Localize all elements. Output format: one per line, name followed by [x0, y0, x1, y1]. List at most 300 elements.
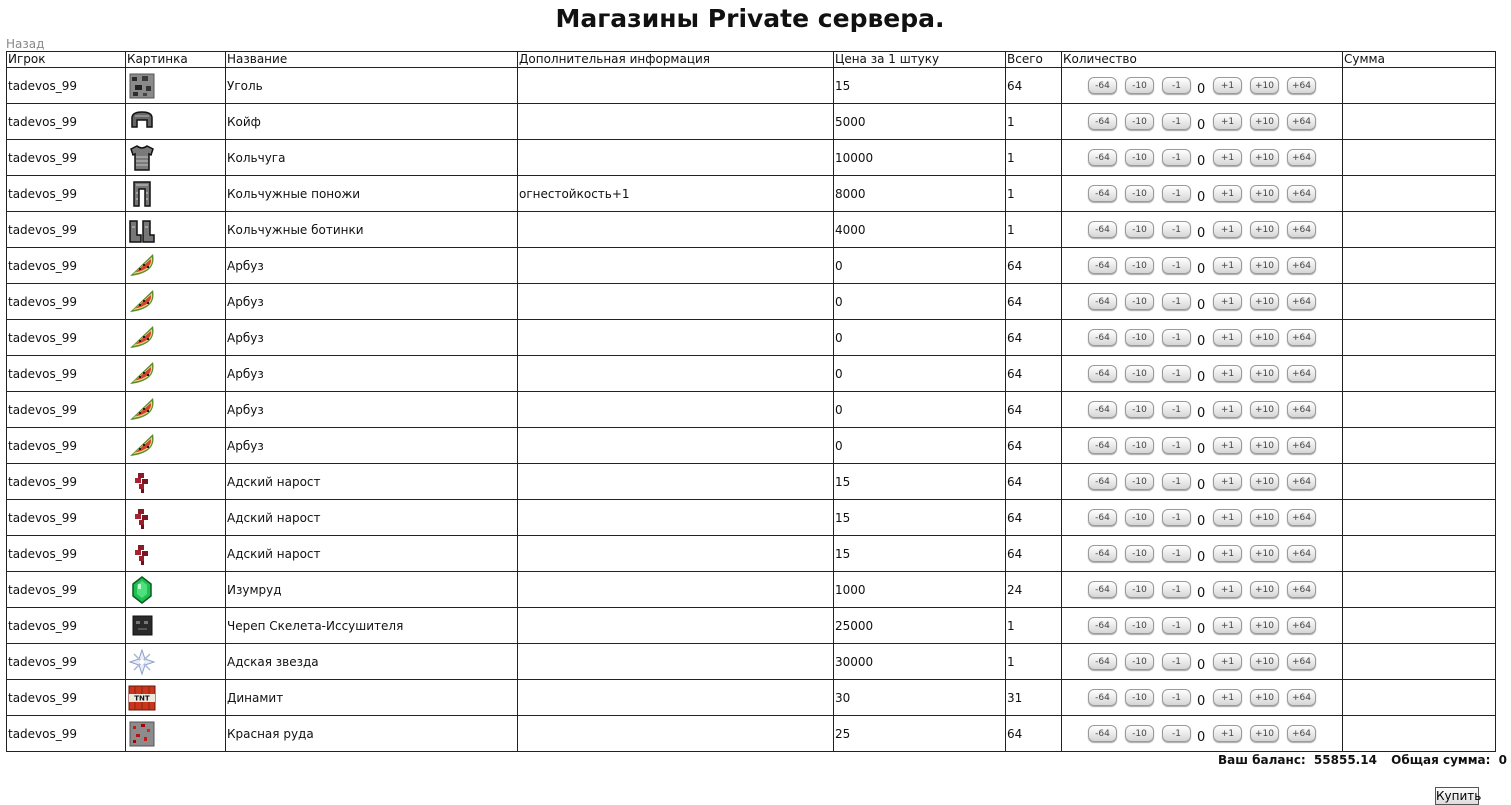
- qty-minus-10-button[interactable]: -10: [1125, 725, 1154, 742]
- qty-minus-1-button[interactable]: -1: [1162, 617, 1191, 634]
- qty-minus-64-button[interactable]: -64: [1088, 689, 1117, 706]
- total-cell: 1: [1006, 608, 1062, 644]
- table-row: [7, 248, 1496, 284]
- qty-plus-1-button[interactable]: +1: [1213, 329, 1242, 346]
- qty-minus-10-button[interactable]: -10: [1125, 617, 1154, 634]
- player-cell: tadevos_99: [7, 716, 126, 752]
- qty-minus-64-button[interactable]: -64: [1088, 221, 1117, 238]
- qty-plus-10-button[interactable]: +10: [1250, 77, 1279, 94]
- qty-plus-1-button[interactable]: +1: [1213, 293, 1242, 310]
- sum-cell: [1343, 572, 1496, 608]
- qty-minus-64-button[interactable]: -64: [1088, 581, 1117, 598]
- qty-plus-10-button[interactable]: +10: [1250, 545, 1279, 562]
- qty-minus-64-button[interactable]: -64: [1088, 725, 1117, 742]
- item-name-cell: Адский нарост: [226, 536, 518, 572]
- melon-slice-icon: [127, 287, 224, 317]
- player-cell: tadevos_99: [7, 572, 126, 608]
- qty-plus-64-button[interactable]: +64: [1287, 149, 1316, 166]
- quantity-value: 0: [1197, 154, 1206, 169]
- qty-plus-64-button[interactable]: +64: [1287, 437, 1316, 454]
- nether-star-icon: [127, 647, 224, 677]
- qty-minus-10-button[interactable]: -10: [1125, 293, 1154, 310]
- nether-wart-icon: [127, 467, 224, 497]
- quantity-value: 0: [1197, 550, 1206, 565]
- quantity-value: 0: [1197, 190, 1206, 205]
- qty-plus-64-button[interactable]: +64: [1287, 329, 1316, 346]
- qty-plus-64-button[interactable]: +64: [1287, 545, 1316, 562]
- table-header-row: [7, 52, 1496, 68]
- qty-minus-1-button[interactable]: -1: [1162, 113, 1191, 130]
- qty-plus-1-button[interactable]: +1: [1213, 581, 1242, 598]
- quantity-controls: [1088, 506, 1341, 529]
- qty-plus-10-button[interactable]: +10: [1250, 365, 1279, 382]
- qty-plus-1-button[interactable]: +1: [1213, 149, 1242, 166]
- quantity-cell: [1062, 464, 1343, 500]
- qty-minus-10-button[interactable]: -10: [1125, 581, 1154, 598]
- player-cell: tadevos_99: [7, 392, 126, 428]
- qty-minus-1-button[interactable]: -1: [1162, 293, 1191, 310]
- item-name-cell: Койф: [226, 104, 518, 140]
- qty-plus-64-button[interactable]: +64: [1287, 257, 1316, 274]
- player-cell: tadevos_99: [7, 464, 126, 500]
- qty-minus-10-button[interactable]: -10: [1125, 653, 1154, 670]
- price-cell: 25000: [834, 608, 1006, 644]
- item-name-cell: Арбуз: [226, 320, 518, 356]
- table-row: [7, 356, 1496, 392]
- sum-cell: [1343, 176, 1496, 212]
- qty-minus-64-button[interactable]: -64: [1088, 365, 1117, 382]
- wither-skull-icon: [127, 611, 224, 641]
- item-name-cell: Адский нарост: [226, 500, 518, 536]
- info-cell: [518, 572, 834, 608]
- qty-plus-10-button[interactable]: +10: [1250, 257, 1279, 274]
- price-cell: 15: [834, 464, 1006, 500]
- item-name-cell: Череп Скелета-Иссушителя: [226, 608, 518, 644]
- total-cell: 1: [1006, 644, 1062, 680]
- column-header-player: Игрок: [7, 52, 126, 68]
- info-cell: [518, 644, 834, 680]
- item-name-cell: Кольчуга: [226, 140, 518, 176]
- qty-plus-64-button[interactable]: +64: [1287, 401, 1316, 418]
- sum-cell: [1343, 68, 1496, 104]
- table-row: [7, 428, 1496, 464]
- sum-cell: [1343, 104, 1496, 140]
- chain-helmet-icon: [127, 107, 224, 137]
- picture-cell: [126, 356, 226, 392]
- total-cell: 31: [1006, 680, 1062, 716]
- item-name-cell: Арбуз: [226, 248, 518, 284]
- quantity-cell: [1062, 356, 1343, 392]
- table-row: [7, 392, 1496, 428]
- quantity-cell: [1062, 284, 1343, 320]
- total-value: 0: [1498, 753, 1507, 767]
- picture-cell: [126, 248, 226, 284]
- info-cell: [518, 104, 834, 140]
- column-header-picture: Картинка: [126, 52, 226, 68]
- table-row: [7, 212, 1496, 248]
- qty-minus-10-button[interactable]: -10: [1125, 509, 1154, 526]
- qty-plus-1-button[interactable]: +1: [1213, 509, 1242, 526]
- info-cell: [518, 140, 834, 176]
- total-cell: 64: [1006, 320, 1062, 356]
- qty-plus-64-button[interactable]: +64: [1287, 581, 1316, 598]
- table-row: [7, 176, 1496, 212]
- total-cell: 64: [1006, 536, 1062, 572]
- picture-cell: [126, 68, 226, 104]
- quantity-value: 0: [1197, 694, 1206, 709]
- quantity-controls: [1088, 578, 1341, 601]
- table-row: [7, 536, 1496, 572]
- quantity-value: 0: [1197, 334, 1206, 349]
- qty-minus-1-button[interactable]: -1: [1162, 221, 1191, 238]
- player-cell: tadevos_99: [7, 608, 126, 644]
- qty-minus-64-button[interactable]: -64: [1088, 257, 1117, 274]
- item-name-cell: Адский нарост: [226, 464, 518, 500]
- qty-minus-64-button[interactable]: -64: [1088, 437, 1117, 454]
- qty-plus-1-button[interactable]: +1: [1213, 545, 1242, 562]
- price-cell: 30: [834, 680, 1006, 716]
- item-name-cell: Изумруд: [226, 572, 518, 608]
- player-cell: tadevos_99: [7, 644, 126, 680]
- player-cell: tadevos_99: [7, 176, 126, 212]
- qty-plus-1-button[interactable]: +1: [1213, 437, 1242, 454]
- quantity-controls: [1088, 326, 1341, 349]
- qty-minus-64-button[interactable]: -64: [1088, 509, 1117, 526]
- price-cell: 1000: [834, 572, 1006, 608]
- balance-value: 55855.14: [1313, 753, 1377, 767]
- qty-plus-64-button[interactable]: +64: [1287, 113, 1316, 130]
- sum-cell: [1343, 212, 1496, 248]
- nether-wart-icon: [127, 503, 224, 533]
- qty-minus-1-button[interactable]: -1: [1162, 437, 1191, 454]
- total-cell: 1: [1006, 176, 1062, 212]
- table-row: [7, 608, 1496, 644]
- qty-minus-1-button[interactable]: -1: [1162, 509, 1191, 526]
- qty-plus-1-button[interactable]: +1: [1213, 725, 1242, 742]
- qty-minus-64-button[interactable]: -64: [1088, 473, 1117, 490]
- coal-icon: [127, 71, 224, 101]
- qty-minus-10-button[interactable]: -10: [1125, 257, 1154, 274]
- sum-cell: [1343, 608, 1496, 644]
- melon-slice-icon: [127, 431, 224, 461]
- melon-slice-icon: [127, 323, 224, 353]
- qty-minus-10-button[interactable]: -10: [1125, 113, 1154, 130]
- picture-cell: [126, 500, 226, 536]
- price-cell: 0: [834, 428, 1006, 464]
- qty-minus-64-button[interactable]: -64: [1088, 401, 1117, 418]
- player-cell: tadevos_99: [7, 68, 126, 104]
- qty-minus-1-button[interactable]: -1: [1162, 725, 1191, 742]
- qty-plus-1-button[interactable]: +1: [1213, 617, 1242, 634]
- quantity-cell: [1062, 716, 1343, 752]
- qty-minus-64-button[interactable]: -64: [1088, 293, 1117, 310]
- picture-cell: [126, 428, 226, 464]
- balance-label: Ваш баланс:: [1218, 753, 1306, 767]
- qty-minus-64-button[interactable]: -64: [1088, 113, 1117, 130]
- qty-plus-10-button[interactable]: +10: [1250, 149, 1279, 166]
- sum-cell: [1343, 644, 1496, 680]
- qty-minus-64-button[interactable]: -64: [1088, 329, 1117, 346]
- sum-cell: [1343, 536, 1496, 572]
- picture-cell: [126, 104, 226, 140]
- qty-plus-10-button[interactable]: +10: [1250, 725, 1279, 742]
- qty-plus-64-button[interactable]: +64: [1287, 365, 1316, 382]
- qty-minus-64-button[interactable]: -64: [1088, 653, 1117, 670]
- quantity-controls: [1088, 398, 1341, 421]
- qty-plus-1-button[interactable]: +1: [1213, 257, 1242, 274]
- item-name-cell: Динамит: [226, 680, 518, 716]
- info-cell: [518, 536, 834, 572]
- player-cell: tadevos_99: [7, 320, 126, 356]
- picture-cell: [126, 464, 226, 500]
- qty-minus-10-button[interactable]: -10: [1125, 185, 1154, 202]
- item-name-cell: Арбуз: [226, 392, 518, 428]
- qty-plus-10-button[interactable]: +10: [1250, 185, 1279, 202]
- quantity-cell: [1062, 644, 1343, 680]
- qty-minus-1-button[interactable]: -1: [1162, 77, 1191, 94]
- total-cell: 64: [1006, 500, 1062, 536]
- quantity-value: 0: [1197, 406, 1206, 421]
- qty-plus-10-button[interactable]: +10: [1250, 689, 1279, 706]
- picture-cell: [126, 392, 226, 428]
- qty-plus-10-button[interactable]: +10: [1250, 581, 1279, 598]
- qty-minus-1-button[interactable]: -1: [1162, 401, 1191, 418]
- quantity-cell: [1062, 392, 1343, 428]
- qty-plus-10-button[interactable]: +10: [1250, 653, 1279, 670]
- player-cell: tadevos_99: [7, 212, 126, 248]
- table-row: [7, 104, 1496, 140]
- qty-minus-1-button[interactable]: -1: [1162, 689, 1191, 706]
- tnt-icon: [127, 683, 224, 713]
- price-cell: 10000: [834, 140, 1006, 176]
- info-cell: огнестойкость+1: [518, 176, 834, 212]
- info-cell: [518, 392, 834, 428]
- qty-plus-1-button[interactable]: +1: [1213, 653, 1242, 670]
- quantity-controls: [1088, 686, 1341, 709]
- picture-cell: [126, 140, 226, 176]
- qty-minus-1-button[interactable]: -1: [1162, 185, 1191, 202]
- quantity-cell: [1062, 104, 1343, 140]
- qty-plus-10-button[interactable]: +10: [1250, 401, 1279, 418]
- info-cell: [518, 248, 834, 284]
- total-cell: 64: [1006, 428, 1062, 464]
- column-header-quantity: Количество: [1062, 52, 1343, 68]
- quantity-cell: [1062, 428, 1343, 464]
- qty-plus-64-button[interactable]: +64: [1287, 725, 1316, 742]
- qty-minus-64-button[interactable]: -64: [1088, 149, 1117, 166]
- qty-minus-10-button[interactable]: -10: [1125, 77, 1154, 94]
- qty-minus-64-button[interactable]: -64: [1088, 185, 1117, 202]
- qty-plus-1-button[interactable]: +1: [1213, 689, 1242, 706]
- total-cell: 24: [1006, 572, 1062, 608]
- qty-plus-64-button[interactable]: +64: [1287, 473, 1316, 490]
- qty-plus-10-button[interactable]: +10: [1250, 509, 1279, 526]
- table-row: [7, 716, 1496, 752]
- qty-plus-1-button[interactable]: +1: [1213, 365, 1242, 382]
- picture-cell: [126, 176, 226, 212]
- price-cell: 25: [834, 716, 1006, 752]
- qty-minus-1-button[interactable]: -1: [1162, 545, 1191, 562]
- qty-minus-10-button[interactable]: -10: [1125, 437, 1154, 454]
- table-row: [7, 464, 1496, 500]
- table-row: [7, 500, 1496, 536]
- melon-slice-icon: [127, 395, 224, 425]
- qty-plus-10-button[interactable]: +10: [1250, 473, 1279, 490]
- table-row: [7, 320, 1496, 356]
- price-cell: 15: [834, 536, 1006, 572]
- quantity-cell: [1062, 320, 1343, 356]
- info-cell: [518, 608, 834, 644]
- sum-cell: [1343, 320, 1496, 356]
- info-cell: [518, 464, 834, 500]
- table-row: [7, 572, 1496, 608]
- qty-minus-1-button[interactable]: -1: [1162, 257, 1191, 274]
- total-cell: 64: [1006, 464, 1062, 500]
- quantity-cell: [1062, 248, 1343, 284]
- info-cell: [518, 500, 834, 536]
- back-link[interactable]: Назад: [6, 37, 45, 51]
- qty-minus-64-button[interactable]: -64: [1088, 77, 1117, 94]
- quantity-controls: [1088, 218, 1341, 241]
- qty-minus-1-button[interactable]: -1: [1162, 149, 1191, 166]
- info-cell: [518, 428, 834, 464]
- quantity-cell: [1062, 176, 1343, 212]
- emerald-icon: [127, 575, 224, 605]
- price-cell: 0: [834, 284, 1006, 320]
- item-name-cell: Кольчужные поножи: [226, 176, 518, 212]
- picture-cell: [126, 608, 226, 644]
- sum-cell: [1343, 356, 1496, 392]
- total-cell: 64: [1006, 392, 1062, 428]
- qty-plus-64-button[interactable]: +64: [1287, 221, 1316, 238]
- price-cell: 8000: [834, 176, 1006, 212]
- item-name-cell: Арбуз: [226, 428, 518, 464]
- quantity-value: 0: [1197, 442, 1206, 457]
- quantity-controls: [1088, 614, 1341, 637]
- qty-minus-10-button[interactable]: -10: [1125, 221, 1154, 238]
- column-header-info: Дополнительная информация: [518, 52, 834, 68]
- page-title: Магазины Private сервера.: [555, 4, 945, 33]
- qty-plus-64-button[interactable]: +64: [1287, 617, 1316, 634]
- melon-slice-icon: [127, 359, 224, 389]
- price-cell: 0: [834, 248, 1006, 284]
- player-cell: tadevos_99: [7, 428, 126, 464]
- info-cell: [518, 356, 834, 392]
- qty-minus-10-button[interactable]: -10: [1125, 401, 1154, 418]
- info-cell: [518, 716, 834, 752]
- player-cell: tadevos_99: [7, 356, 126, 392]
- quantity-value: 0: [1197, 658, 1206, 673]
- player-cell: tadevos_99: [7, 284, 126, 320]
- qty-plus-1-button[interactable]: +1: [1213, 221, 1242, 238]
- total-cell: 64: [1006, 716, 1062, 752]
- qty-plus-64-button[interactable]: +64: [1287, 689, 1316, 706]
- qty-minus-10-button[interactable]: -10: [1125, 149, 1154, 166]
- qty-plus-1-button[interactable]: +1: [1213, 185, 1242, 202]
- qty-minus-1-button[interactable]: -1: [1162, 581, 1191, 598]
- sum-cell: [1343, 500, 1496, 536]
- qty-minus-10-button[interactable]: -10: [1125, 473, 1154, 490]
- qty-plus-64-button[interactable]: +64: [1287, 293, 1316, 310]
- quantity-value: 0: [1197, 622, 1206, 637]
- qty-plus-64-button[interactable]: +64: [1287, 653, 1316, 670]
- table-row: [7, 284, 1496, 320]
- quantity-controls: [1088, 434, 1341, 457]
- table-row: [7, 644, 1496, 680]
- player-cell: tadevos_99: [7, 500, 126, 536]
- qty-plus-1-button[interactable]: +1: [1213, 77, 1242, 94]
- qty-plus-10-button[interactable]: +10: [1250, 293, 1279, 310]
- qty-plus-10-button[interactable]: +10: [1250, 617, 1279, 634]
- sum-cell: [1343, 248, 1496, 284]
- qty-minus-64-button[interactable]: -64: [1088, 617, 1117, 634]
- total-cell: 64: [1006, 356, 1062, 392]
- qty-minus-10-button[interactable]: -10: [1125, 329, 1154, 346]
- buy-button[interactable]: Купить: [1436, 789, 1482, 803]
- total-cell: 64: [1006, 284, 1062, 320]
- item-name-cell: Уголь: [226, 68, 518, 104]
- chain-leggings-icon: [127, 179, 224, 209]
- qty-plus-1-button[interactable]: +1: [1213, 401, 1242, 418]
- table-row: [7, 140, 1496, 176]
- qty-minus-1-button[interactable]: -1: [1162, 473, 1191, 490]
- quantity-controls: [1088, 362, 1341, 385]
- column-header-total: Всего: [1006, 52, 1062, 68]
- sum-cell: [1343, 392, 1496, 428]
- qty-plus-64-button[interactable]: +64: [1287, 185, 1316, 202]
- quantity-value: 0: [1197, 370, 1206, 385]
- quantity-cell: [1062, 608, 1343, 644]
- qty-minus-1-button[interactable]: -1: [1162, 653, 1191, 670]
- qty-plus-1-button[interactable]: +1: [1213, 473, 1242, 490]
- player-cell: tadevos_99: [7, 248, 126, 284]
- qty-plus-10-button[interactable]: +10: [1250, 329, 1279, 346]
- qty-minus-1-button[interactable]: -1: [1162, 329, 1191, 346]
- info-cell: [518, 284, 834, 320]
- chain-chestplate-icon: [127, 143, 224, 173]
- quantity-controls: [1088, 722, 1341, 745]
- quantity-value: 0: [1197, 730, 1206, 745]
- total-cell: 1: [1006, 104, 1062, 140]
- column-header-sum: Сумма: [1343, 52, 1496, 68]
- info-cell: [518, 68, 834, 104]
- qty-plus-10-button[interactable]: +10: [1250, 221, 1279, 238]
- picture-cell: [126, 644, 226, 680]
- qty-minus-10-button[interactable]: -10: [1125, 689, 1154, 706]
- quantity-value: 0: [1197, 82, 1206, 97]
- qty-plus-10-button[interactable]: +10: [1250, 437, 1279, 454]
- quantity-controls: [1088, 470, 1341, 493]
- qty-plus-64-button[interactable]: +64: [1287, 509, 1316, 526]
- sum-cell: [1343, 284, 1496, 320]
- quantity-value: 0: [1197, 226, 1206, 241]
- quantity-controls: [1088, 290, 1341, 313]
- price-cell: 30000: [834, 644, 1006, 680]
- price-cell: 15: [834, 68, 1006, 104]
- qty-minus-10-button[interactable]: -10: [1125, 365, 1154, 382]
- qty-minus-1-button[interactable]: -1: [1162, 365, 1191, 382]
- qty-plus-10-button[interactable]: +10: [1250, 113, 1279, 130]
- item-name-cell: Красная руда: [226, 716, 518, 752]
- picture-cell: [126, 212, 226, 248]
- qty-plus-64-button[interactable]: +64: [1287, 77, 1316, 94]
- qty-minus-64-button[interactable]: -64: [1088, 545, 1117, 562]
- qty-plus-1-button[interactable]: +1: [1213, 113, 1242, 130]
- picture-cell: [126, 572, 226, 608]
- redstone-ore-icon: [127, 719, 224, 749]
- svg-text:TNT: TNT: [134, 694, 150, 702]
- qty-minus-10-button[interactable]: -10: [1125, 545, 1154, 562]
